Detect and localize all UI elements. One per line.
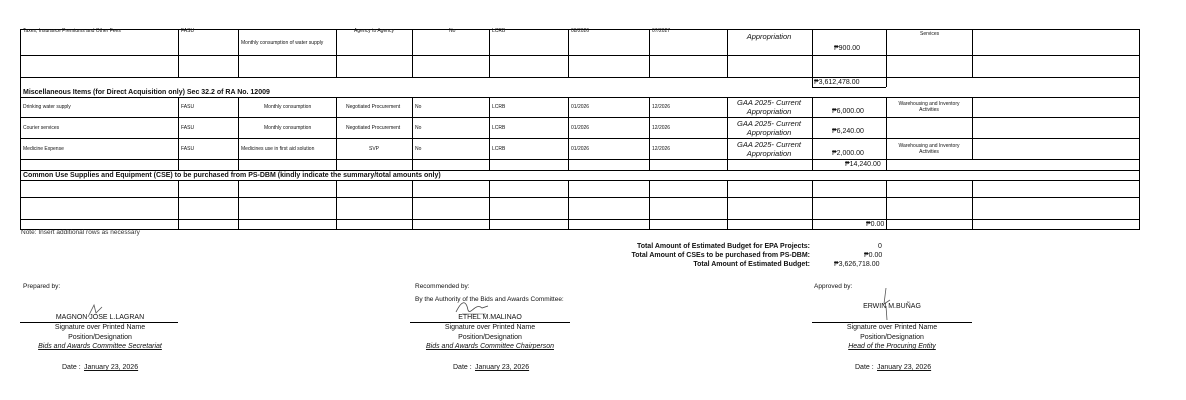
- start-cell: 01/2026: [571, 104, 590, 110]
- prepared-by-caption: Prepared by:: [23, 283, 61, 290]
- start-cell: 01/2026: [571, 125, 590, 131]
- item-cell: Taxes, Insurance Premiums and Other Fees: [23, 28, 121, 34]
- appropriation-cell: GAA 2025- Current Appropriation: [737, 140, 801, 158]
- bac-cell: LCRB: [492, 28, 506, 34]
- prepared-by-name: MAGNON JOSE L.LAGRAN: [55, 314, 145, 321]
- approved-by-position-label: Position/Designation: [860, 334, 924, 341]
- mode-cell: SVP: [369, 146, 380, 152]
- cse-subtotal: ₱0.00: [866, 221, 885, 228]
- recommended-by-position: Bids and Awards Committee Chairperson: [425, 343, 554, 350]
- appropriation-cell: GAA 2025- Current Appropriation: [737, 98, 801, 116]
- approved-by-position: Head of the Procuring Entity: [848, 343, 936, 350]
- end-cell: 12/2026: [652, 104, 671, 110]
- recommended-by-signature-label: Signature over Printed Name: [444, 324, 536, 331]
- office-cell: FASU: [181, 146, 195, 152]
- approved-by-name: ERWIN M.BUÑAG: [863, 303, 921, 310]
- recommended-by-date-label: Date :: [453, 364, 472, 371]
- mode-cell: Agency to Agency: [354, 28, 395, 34]
- mode-cell: Negotiated Procurement: [346, 125, 401, 131]
- item-cell: Courier services: [23, 125, 60, 131]
- epa-total-label: Total Amount of Estimated Budget for EPA Projects:: [636, 243, 810, 250]
- spec-cell: Monthly consumption: [264, 104, 312, 110]
- end-cell: 07/2027: [652, 28, 671, 34]
- spec-cell: Monthly consumption of water supply: [241, 40, 324, 46]
- spec-cell: Medicines use in first aid solution: [241, 146, 315, 152]
- epa-total-value: 0: [878, 243, 882, 250]
- misc-section-title: Miscellaneous Items (for Direct Acquisition only) Sec 32.2 of RA No. 12009: [23, 89, 270, 96]
- subtotal-amount: ₱3,612,478.00: [814, 79, 860, 86]
- appropriation-cell: Appropriation: [746, 32, 792, 41]
- remarks-cell: Warehousing and Inventory Activities: [898, 101, 960, 113]
- prepared-by-signature-label: Signature over Printed Name: [54, 324, 146, 331]
- prepared-by-date: January 23, 2026: [84, 364, 139, 371]
- recommended-by-caption: Recommended by:: [415, 283, 470, 290]
- amount-cell: ₱6,240.00: [832, 128, 864, 135]
- bac-cell: LCRB: [492, 125, 506, 131]
- prepared-by-position: Bids and Awards Committee Secretariat: [38, 343, 162, 350]
- bac-cell: LCRB: [492, 146, 506, 152]
- approved-by-date-label: Date :: [855, 364, 874, 371]
- note-text: Note: Insert additional rows as necessary: [21, 229, 140, 236]
- bac-cell: LCRB: [492, 104, 506, 110]
- office-cell: FASU: [181, 104, 195, 110]
- approved-by-signature-label: Signature over Printed Name: [846, 324, 938, 331]
- grand-total-value: ₱3,626,718.00: [834, 261, 880, 268]
- mode-cell: Negotiated Procurement: [346, 104, 401, 110]
- appropriation-cell: GAA 2025- Current Appropriation: [737, 119, 801, 137]
- misc-subtotal: ₱14,240.00: [845, 161, 881, 168]
- end-cell: 12/2026: [652, 125, 671, 131]
- amount-cell: ₱900.00: [834, 45, 861, 52]
- item-cell: Drinking water supply: [23, 104, 71, 110]
- cse-total-label: Total Amount of CSEs to be purchased from PS-DBM:: [631, 252, 810, 259]
- office-cell: FASU: [181, 28, 195, 34]
- amount-cell: ₱6,000.00: [832, 108, 864, 115]
- end-cell: 12/2026: [652, 146, 671, 152]
- item-cell: Medicine Expense: [23, 146, 64, 152]
- remarks-cell: Warehousing and Inventory Activities: [898, 143, 960, 155]
- start-cell: 01/2026: [571, 146, 590, 152]
- recommended-by-name: ETHEL M.MALINAO: [458, 314, 522, 321]
- prepared-by-position-label: Position/Designation: [68, 334, 132, 341]
- recommended-by-position-label: Position/Designation: [458, 334, 522, 341]
- amount-cell: ₱2,000.00: [832, 150, 864, 157]
- prepared-by-date-label: Date :: [62, 364, 81, 371]
- cse-total-value: ₱0.00: [864, 252, 883, 259]
- ebid-cell: No: [415, 104, 422, 110]
- ebid-cell: No: [415, 146, 422, 152]
- ebid-cell: No: [415, 125, 422, 131]
- office-cell: FASU: [181, 125, 195, 131]
- approved-by-date: January 23, 2026: [877, 364, 932, 371]
- start-cell: 08/2026: [571, 28, 590, 34]
- grand-total-label: Total Amount of Estimated Budget:: [693, 261, 810, 268]
- spec-cell: Monthly consumption: [264, 125, 312, 131]
- ebid-cell: No: [449, 28, 456, 34]
- recommended-by-authority: By the Authority of the Bids and Awards Committee:: [415, 296, 564, 303]
- cse-section-title: Common Use Supplies and Equipment (CSE) to be purchased from PS-DBM (kindly indicate the summary/total amounts only): [23, 172, 441, 179]
- approved-by-caption: Approved by:: [814, 283, 853, 290]
- recommended-by-date: January 23, 2026: [475, 364, 530, 371]
- remarks-cell: Services: [920, 31, 940, 37]
